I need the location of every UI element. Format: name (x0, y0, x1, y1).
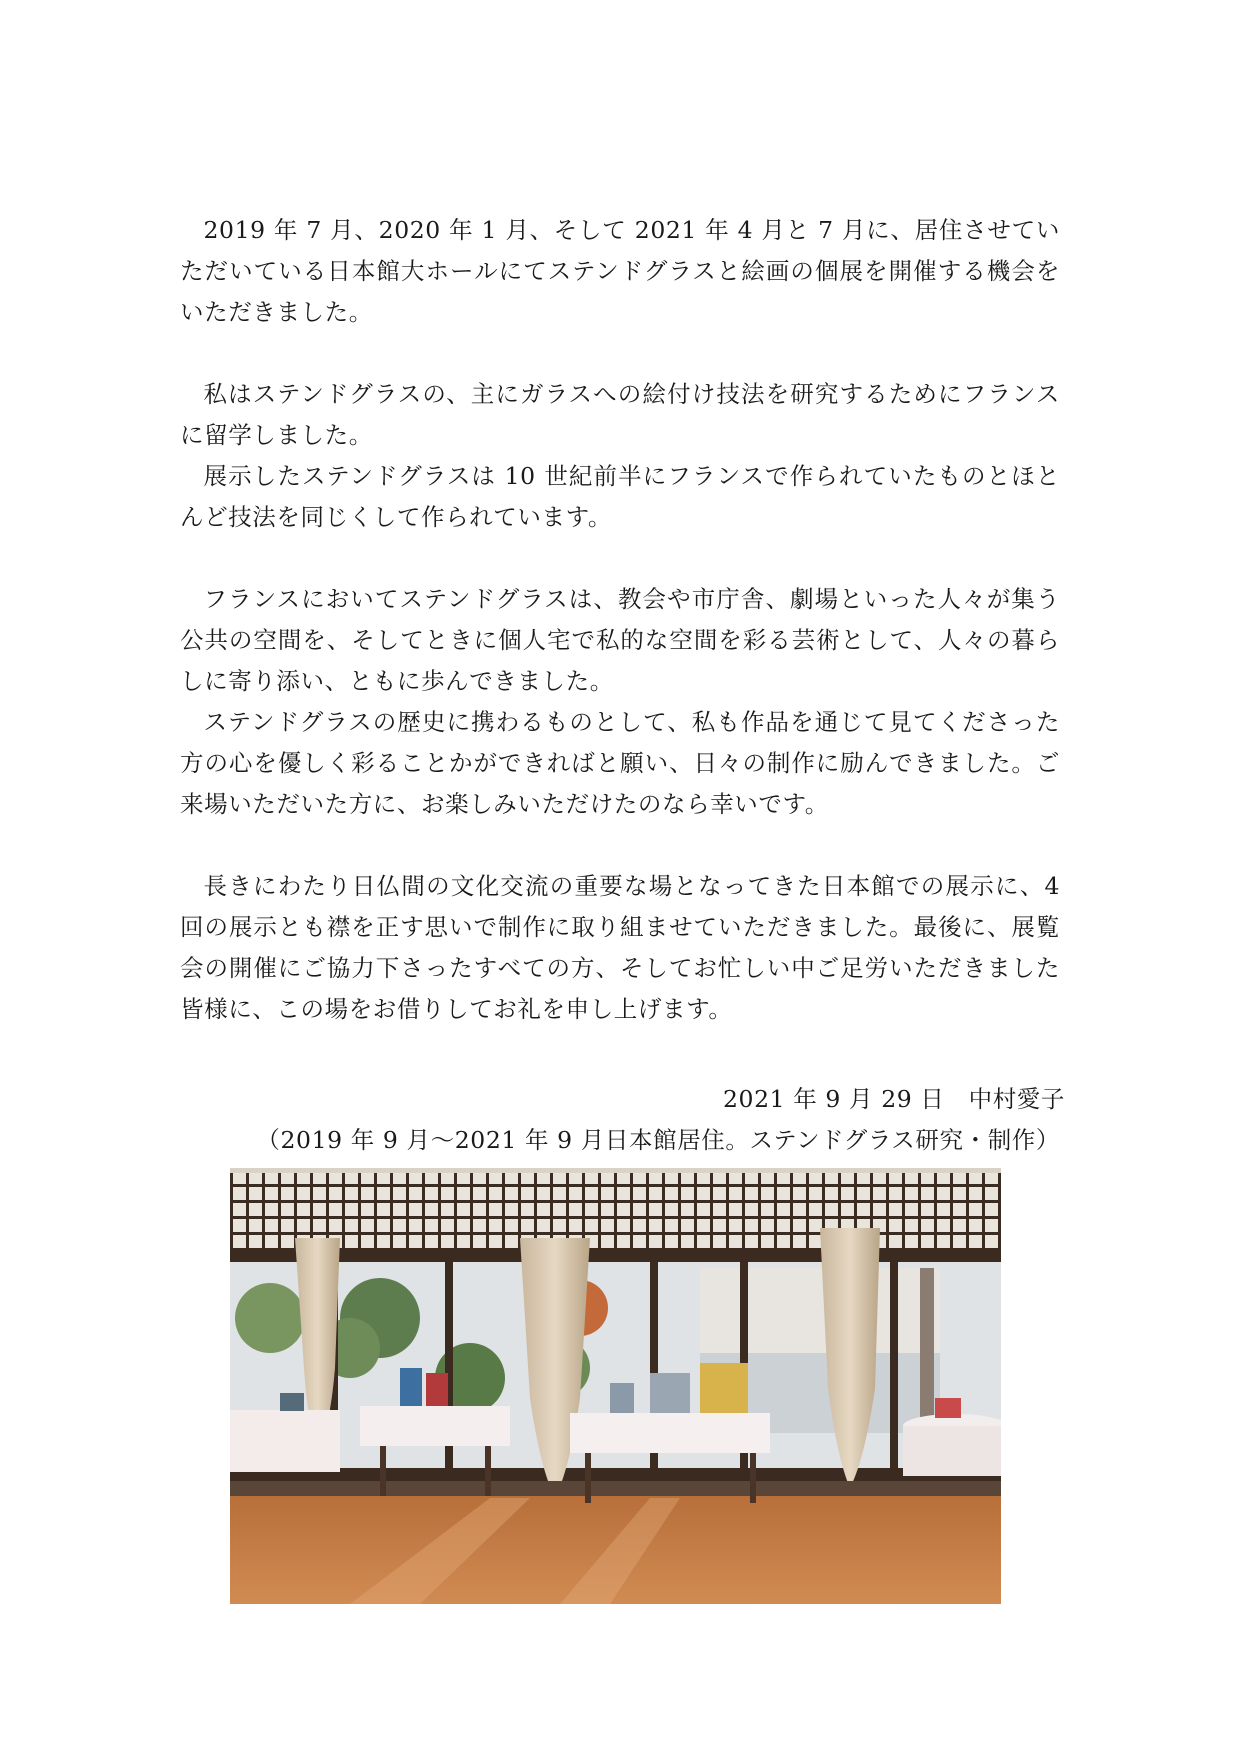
paragraph-hope: ステンドグラスの歴史に携わるものとして、私も作品を通じて見てくださった方の心を優しく彩ることかができればと願い、日々の制作に励んできました。ご来場いただいた方に、お楽しみいただけたのなら幸いです。 (180, 708, 1060, 818)
paragraph-thanks: 長きにわたり日仏間の文化交流の重要な場となってきた日本館での展示に、4 回の展示とも襟を正す思いで制作に取り組ませていただきました。最後に、展覧会の開催にご協力下さったすべての方、そしてお忙しい中ご足労いただきました皆様に、この場をお借りしてお礼を申し上げます。 (180, 872, 1060, 1023)
signature-name: 中村愛子 (968, 1085, 1065, 1113)
exhibition-hall-photo (230, 1168, 1001, 1604)
paragraph-stained-glass-in-france: フランスにおいてステンドグラスは、教会や市庁舎、劇場といった人々が集う公共の空間を、そしてときに個人宅で私的な空間を彩る芸術として、人々の暮らしに寄り添い、ともに歩んできました。 (180, 585, 1060, 695)
paragraph-technique: 展示したステンドグラスは 10 世紀前半にフランスで作られていたものとほとんど技法を同じくして作られています。 (180, 462, 1060, 531)
paragraph-exhibition-dates: 2019 年 7 月、2020 年 1 月、そして 2021 年 4 月と 7 月に、居住させていただいている日本館大ホールにてステンドグラスと絵画の個展を開催する機会をいただきました。 (180, 216, 1060, 326)
residence-note: （2019 年 9 月～2021 年 9 月日本館居住。ステンドグラス研究・制作） (256, 1126, 1060, 1154)
body-text (180, 210, 1060, 1030)
paragraph-study-in-france: 私はステンドグラスの、主にガラスへの絵付け技法を研究するためにフランスに留学しました。 (180, 380, 1060, 449)
paragraph-gap (180, 825, 1060, 866)
signature-date: 2021 年 9 月 29 日 (722, 1085, 945, 1113)
paragraph-gap (180, 333, 1060, 374)
paragraph-gap (180, 538, 1060, 579)
signature-line (723, 1079, 1065, 1120)
